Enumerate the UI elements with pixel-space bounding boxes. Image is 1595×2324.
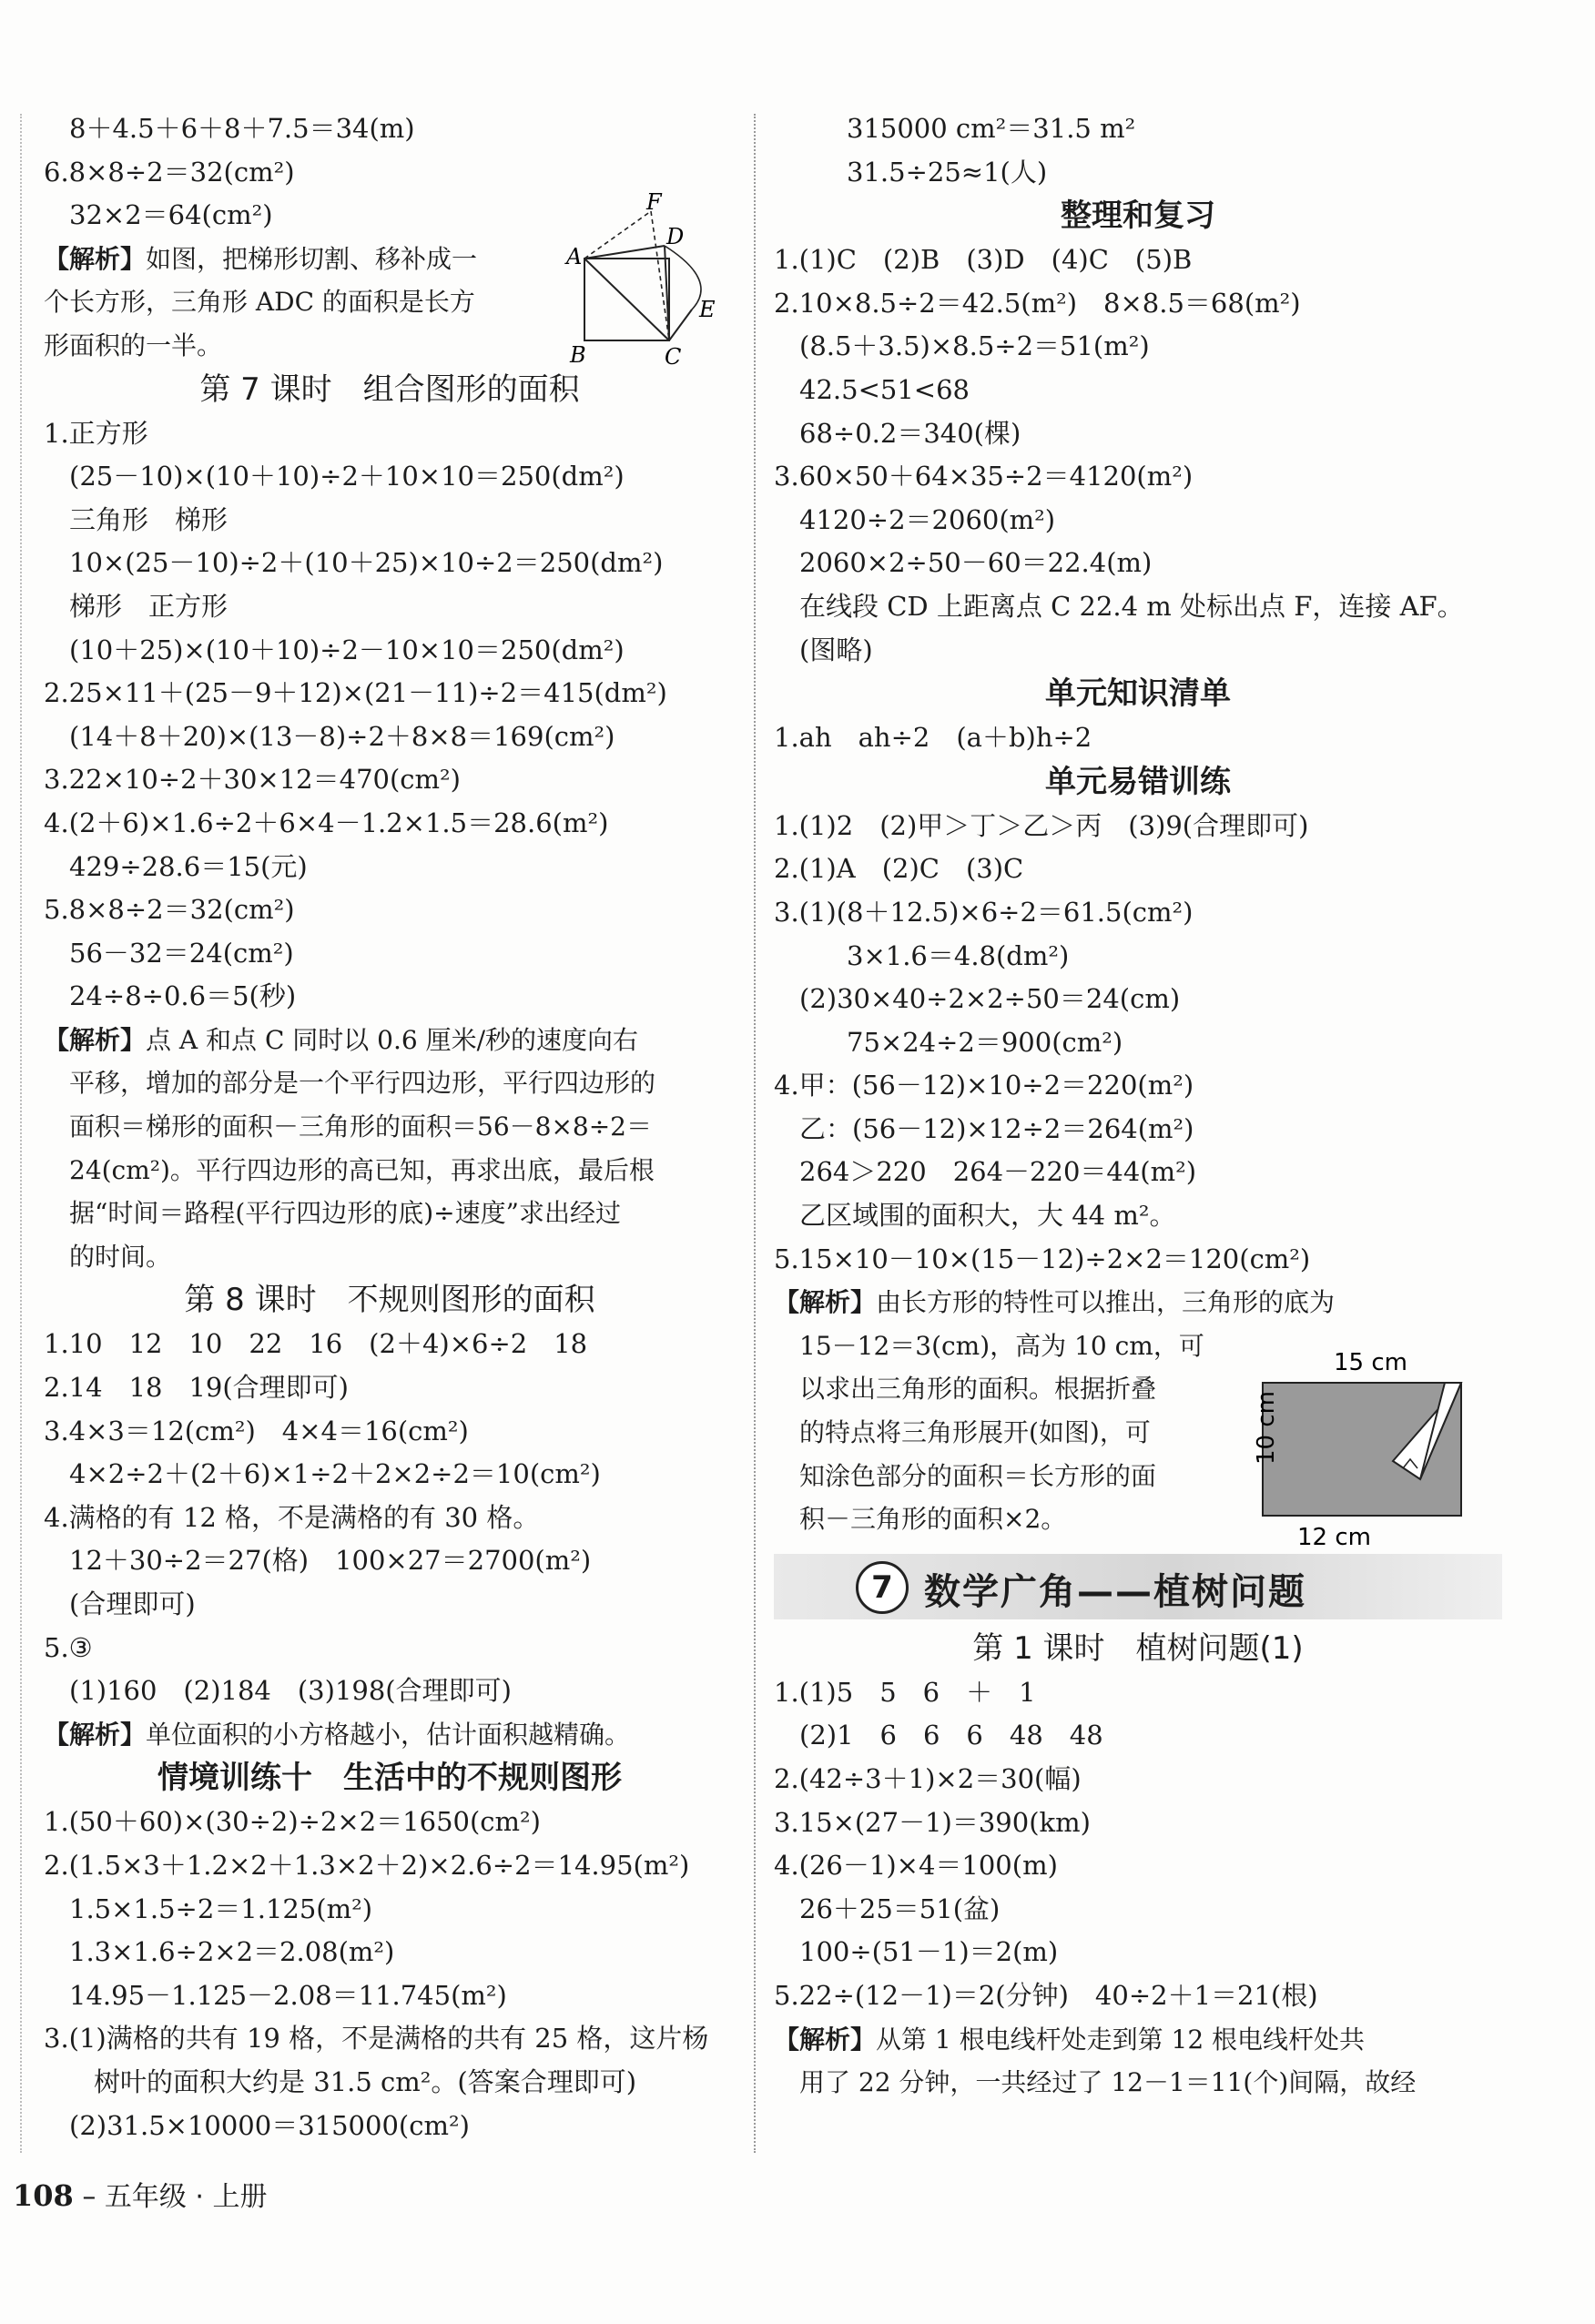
note-line: 据“时间＝路程(平行四边形的底)÷速度”求出经过	[69, 1198, 621, 1229]
analysis-tag: 【解析】	[44, 243, 147, 274]
answer-line: 乙区域围的面积大，大 44 m²。	[799, 1200, 1176, 1232]
answer-line: (2)30×40÷2×2÷50＝24(cm)	[799, 983, 1181, 1015]
trapezoid-figure	[564, 189, 747, 371]
answer-line: 10×(25－10)÷2＋(10＋25)×10÷2＝250(dm²)	[69, 547, 664, 579]
height-label: 10 cm	[1253, 1391, 1280, 1465]
analysis-note	[774, 2018, 1502, 2062]
footer-dash: –	[82, 2181, 97, 2213]
note-line: 的时间。	[69, 1241, 172, 1272]
answer-line: (8.5＋3.5)×8.5÷2＝51(m²)	[799, 330, 1150, 362]
section-heading: 第 8 课时 不规则图形的面积	[184, 1282, 595, 1319]
answer-line: 1.ah ah÷2 (a＋b)h÷2	[774, 722, 1092, 754]
left-margin-rule	[20, 114, 22, 2153]
answer-line: 3×1.6＝4.8(dm²)	[847, 939, 1070, 971]
page-footer	[13, 2174, 268, 2214]
answer-line: 429÷28.6＝15(元)	[69, 850, 308, 882]
answer-line: 4.甲：(56－12)×10÷2＝220(m²)	[774, 1070, 1194, 1101]
answer-line: 3.22×10÷2＋30×12＝470(cm²)	[44, 764, 461, 796]
vertex-label: D	[666, 224, 685, 249]
section-heading: 单元知识清单	[1045, 675, 1231, 713]
answer-line: (2)1 6 6 6 48 48	[799, 1720, 1103, 1751]
answer-line: 264＞220 264－220＝44(m²)	[799, 1156, 1197, 1188]
answer-line: 在线段 CD 上距离点 C 22.4 m 处标出点 F，连接 AF。	[799, 590, 1464, 622]
answer-line: (1)160 (2)184 (3)198(合理即可)	[69, 1675, 512, 1707]
answer-line: 12＋30÷2＝27(格) 100×27＝2700(m²)	[69, 1545, 592, 1577]
answer-line: 2060×2÷50－60＝22.4(m)	[799, 547, 1153, 579]
answer-line: 56－32＝24(cm²)	[69, 937, 294, 969]
answer-line: 14.95－1.125－2.08＝11.745(m²)	[69, 1979, 507, 2011]
answer-line: 24÷8÷0.6＝5(秒)	[69, 980, 297, 1012]
answer-line: (合理即可)	[69, 1588, 196, 1619]
note-line: 平移，增加的部分是一个平行四边形，平行四边形的	[69, 1068, 656, 1099]
analysis-note	[44, 1019, 736, 1062]
note-text: 单位面积的小方格越小，估计面积越精确。	[146, 1719, 631, 1750]
answer-line: (10＋25)×(10＋10)÷2－10×10＝250(dm²)	[69, 634, 625, 665]
note-text: 如图，把梯形切割、移补成一	[146, 243, 478, 274]
note-line: 个长方形，三角形 ADC 的面积是长方	[44, 287, 475, 318]
note-line: 形面积的一半。	[44, 330, 223, 360]
page-number: 108	[13, 2178, 74, 2213]
note-text: 从第 1 根电线杆处走到第 12 根电线杆处共	[876, 2024, 1366, 2055]
note-text: 由长方形的特性可以推出，三角形的底为	[876, 1287, 1336, 1318]
chapter-banner	[774, 1554, 1502, 1619]
answer-line: 4.满格的有 12 格，不是满格的有 30 格。	[44, 1501, 540, 1533]
answer-line: 3.15×(27－1)＝390(km)	[774, 1806, 1091, 1838]
vertex-label: A	[566, 244, 583, 269]
answer-line: 5.8×8÷2＝32(cm²)	[44, 894, 295, 926]
grade-label: 五年级 · 上册	[104, 2181, 268, 2213]
answer-line: 树叶的面积大约是 31.5 cm²。(答案合理即可)	[94, 2065, 637, 2097]
column-divider	[754, 114, 756, 2153]
answer-line: (图略)	[799, 634, 873, 665]
answer-line: 1.(1)5 5 6 ＋ 1	[774, 1676, 1036, 1708]
analysis-tag: 【解析】	[44, 1719, 147, 1750]
vertex-label: B	[570, 342, 586, 368]
answer-line: 1.10 12 10 22 16 (2＋4)×6÷2 18	[44, 1328, 588, 1360]
answer-line: 1.正方形	[44, 417, 148, 449]
answer-line: 32×2＝64(cm²)	[69, 199, 273, 231]
analysis-tag: 【解析】	[774, 1287, 877, 1318]
answer-line: 2.(1.5×3＋1.2×2＋1.3×2＋2)×2.6÷2＝14.95(m²)	[44, 1849, 690, 1881]
answer-line: 4×2÷2＋(2＋6)×1÷2＋2×2÷2＝10(cm²)	[69, 1458, 601, 1490]
answer-line: 1.(1)2 (2)甲＞丁＞乙＞丙 (3)9(合理即可)	[774, 809, 1309, 841]
answer-line: 4120÷2＝2060(m²)	[799, 503, 1056, 535]
answer-line: 31.5÷25≈1(人)	[847, 156, 1048, 188]
chapter-title: 数学广角——植树问题	[924, 1570, 1306, 1613]
answer-line: 三角形 梯形	[69, 503, 229, 535]
answer-line: 3.(1)满格的共有 19 格，不是满格的共有 25 格，这片杨	[44, 2023, 709, 2055]
answer-line: 75×24÷2＝900(cm²)	[847, 1026, 1123, 1058]
answer-line: 42.5<51<68	[799, 373, 970, 405]
answer-line: 3.4×3＝12(cm²) 4×4＝16(cm²)	[44, 1415, 469, 1446]
answer-line: 5.15×10－10×(15－12)÷2×2＝120(cm²)	[774, 1243, 1311, 1274]
answer-line: 4.(26－1)×4＝100(m)	[774, 1850, 1058, 1882]
vertex-label: E	[699, 297, 716, 322]
answer-line: 2.10×8.5÷2＝42.5(m²) 8×8.5＝68(m²)	[774, 287, 1301, 319]
answer-line: 100÷(51－1)＝2(m)	[799, 1936, 1059, 1968]
figure-top-edge	[584, 246, 665, 259]
answer-line: 2.25×11＋(25－9＋12)×(21－11)÷2＝415(dm²)	[44, 677, 667, 709]
answer-line: 2.(42÷3＋1)×2＝30(幅)	[774, 1763, 1082, 1794]
analysis-note	[44, 1713, 736, 1757]
answer-line: 26＋25＝51(盆)	[799, 1893, 1001, 1924]
note-line: 知涂色部分的面积＝长方形的面	[799, 1460, 1157, 1491]
answer-line: 5.③	[44, 1631, 93, 1663]
answer-line: 3.(1)(8＋12.5)×6÷2＝61.5(cm²)	[774, 896, 1194, 928]
note-line: 24(cm²)。平行四边形的高已知，再求出底，最后根	[69, 1154, 655, 1185]
chapter-number: 7	[856, 1561, 909, 1614]
answer-line: (25－10)×(10＋10)÷2＋10×10＝250(dm²)	[69, 461, 625, 492]
answer-line: (14＋8＋20)×(13－8)÷2＋8×8＝169(cm²)	[69, 720, 615, 752]
figure-edge	[669, 310, 692, 340]
answer-line: 5.22÷(12－1)＝2(分钟) 40÷2＋1＝21(根)	[774, 1979, 1318, 2011]
answer-line: 8＋4.5＋6＋8＋7.5＝34(m)	[69, 113, 415, 144]
vertex-label: C	[665, 344, 682, 370]
width-label: 15 cm	[1334, 1349, 1407, 1376]
section-heading: 第 1 课时 植树问题(1)	[972, 1629, 1304, 1667]
answer-line: 1.3×1.6÷2×2＝2.08(m²)	[69, 1936, 395, 1968]
answer-line: 2.14 18 19(合理即可)	[44, 1372, 350, 1404]
note-line: 的特点将三角形展开(如图)，可	[799, 1417, 1151, 1448]
right-column	[774, 107, 1502, 2105]
answer-line: 乙：(56－12)×12÷2＝264(m²)	[799, 1112, 1194, 1144]
section-heading: 第 7 课时 组合图形的面积	[199, 370, 580, 408]
note-line: 15－12＝3(cm)，高为 10 cm，可	[799, 1330, 1204, 1361]
section-heading: 整理和复习	[1061, 198, 1215, 235]
figure-diagonal	[584, 259, 669, 340]
answer-line: 68÷0.2＝340(棵)	[799, 417, 1021, 449]
figure-dashed-line	[584, 211, 651, 259]
answer-line: 315000 cm²＝31.5 m²	[847, 113, 1136, 144]
answer-line: 6.8×8÷2＝32(cm²)	[44, 156, 295, 188]
answer-line: 3.60×50＋64×35÷2＝4120(m²)	[774, 461, 1194, 492]
section-heading: 情境训练十 生活中的不规则图形	[157, 1760, 622, 1797]
answer-line: 4.(2＋6)×1.6÷2＋6×4－1.2×1.5＝28.6(m²)	[44, 807, 609, 838]
note-line: 以求出三角形的面积。根据折叠	[799, 1374, 1157, 1405]
left-column	[44, 107, 736, 2147]
vertex-label: F	[646, 189, 662, 215]
note-line: 面积＝梯形的面积－三角形的面积＝56－8×8÷2＝	[69, 1111, 652, 1142]
note-line: 用了 22 分钟，一共经过了 12－1＝11(个)间隔，故经	[799, 2067, 1417, 2098]
folded-rectangle-figure	[1234, 1343, 1470, 1552]
answer-line: 梯形 正方形	[69, 590, 229, 622]
note-text: 点 A 和点 C 同时以 0.6 厘米/秒的速度向右	[146, 1024, 639, 1055]
answer-line: 1.(1)C (2)B (3)D (4)C (5)B	[774, 244, 1193, 276]
answer-line: (2)31.5×10000＝315000(cm²)	[69, 2109, 470, 2141]
bottom-label: 12 cm	[1297, 1524, 1371, 1551]
section-heading: 单元易错训练	[1045, 763, 1231, 800]
analysis-tag: 【解析】	[44, 1024, 147, 1055]
analysis-tag: 【解析】	[774, 2024, 877, 2055]
analysis-note	[774, 1281, 1502, 1324]
answer-line: 1.5×1.5÷2＝1.125(m²)	[69, 1893, 373, 1924]
note-line: 积－三角形的面积×2。	[799, 1504, 1067, 1535]
answer-line: 1.(50＋60)×(30÷2)÷2×2＝1650(cm²)	[44, 1806, 541, 1838]
answer-line: 2.(1)A (2)C (3)C	[774, 853, 1024, 885]
